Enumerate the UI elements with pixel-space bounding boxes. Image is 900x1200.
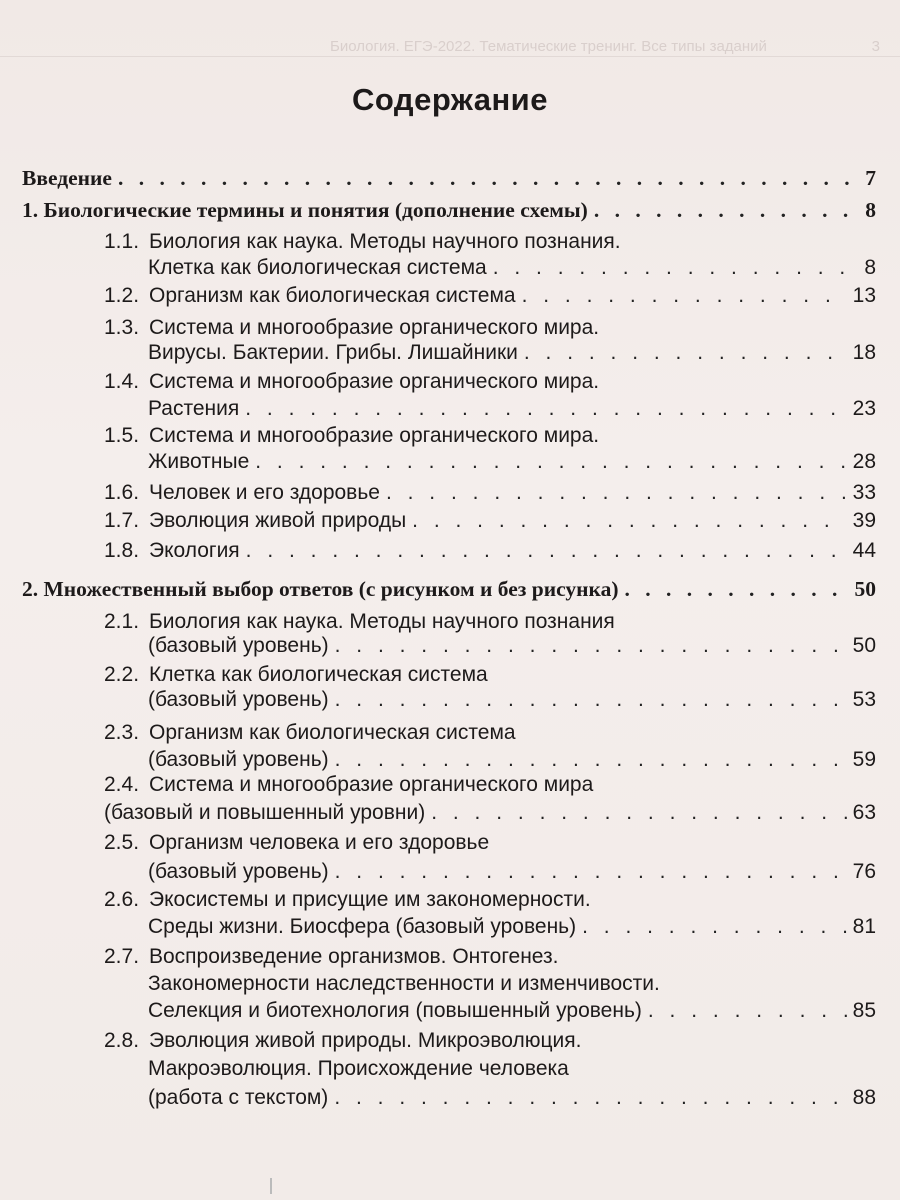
toc-entry-title: (работа с текстом)	[148, 1086, 329, 1109]
toc-entry-line	[148, 972, 876, 996]
toc-entry-title: (базовый уровень)	[148, 634, 329, 657]
toc-entry	[104, 801, 876, 825]
toc-entry-line	[104, 888, 876, 912]
toc-entry	[148, 397, 876, 421]
toc-entry-number: 1.2.	[104, 284, 140, 307]
toc-entry-page: 81	[852, 915, 876, 938]
toc-entry-number: 2.4.	[104, 773, 140, 796]
toc-entry-number: 1.5.	[104, 424, 140, 447]
dot-leader	[245, 397, 846, 421]
toc-entry-page: 18	[852, 341, 876, 364]
toc-entry-page: 88	[852, 1086, 876, 1109]
dot-leader	[118, 166, 852, 191]
dot-leader	[522, 284, 847, 308]
toc-entry	[148, 860, 876, 884]
toc-entry-title: Организм как биологическая система	[149, 284, 516, 307]
toc-entry-title: Закономерности наследственности и изменчивости.	[148, 972, 660, 995]
toc-entry-number: 1.8.	[104, 539, 140, 562]
dot-leader	[335, 860, 847, 884]
toc-entry-title: Экосистемы и присущие им закономерности.	[149, 888, 591, 911]
toc-entry	[148, 688, 876, 712]
toc-entry	[148, 915, 876, 939]
toc-entry	[104, 509, 876, 533]
dot-leader	[493, 256, 852, 280]
toc-entry-number: 2.5.	[104, 831, 140, 854]
toc-entry-title: Клетка как биологическая система	[149, 663, 488, 686]
dot-leader	[624, 577, 848, 602]
toc-entry-number: 1.4.	[104, 370, 140, 393]
dot-leader	[412, 509, 846, 533]
toc-entry	[148, 256, 876, 280]
toc-entry-page: 8	[865, 198, 876, 222]
toc-entry-line	[104, 721, 876, 745]
toc-entry	[148, 634, 876, 658]
toc-entry-page: 33	[852, 481, 876, 504]
toc-entry-line	[104, 316, 876, 340]
toc-entry-title: Эволюция живой природы. Микроэволюция.	[149, 1029, 582, 1052]
toc-entry-line	[104, 1029, 876, 1053]
dot-leader	[334, 1086, 846, 1110]
toc-entry-title: Клетка как биологическая система	[148, 256, 487, 279]
toc-entry	[104, 481, 876, 505]
toc-entry-title: Биология как наука. Методы научного познания.	[149, 230, 621, 253]
toc-entry	[148, 748, 876, 772]
dot-leader	[582, 915, 847, 939]
toc-entry-title: Организм как биологическая система	[149, 721, 516, 744]
dot-leader	[335, 634, 847, 658]
dot-leader	[386, 481, 847, 505]
toc-entry-number: 2.8.	[104, 1029, 140, 1052]
toc-entry-title: Введение	[22, 166, 112, 190]
toc-entry-line	[104, 230, 876, 254]
toc-entry-title: Вирусы. Бактерии. Грибы. Лишайники	[148, 341, 518, 364]
toc-entry-title: Система и многообразие органического мира.	[149, 370, 600, 393]
toc-entry-number: 2.6.	[104, 888, 140, 911]
toc-entry-line	[104, 945, 876, 969]
toc-entry-title: Система и многообразие органического мира.	[149, 316, 600, 339]
toc-entry-line	[104, 370, 876, 394]
toc-entry-page: 7	[865, 166, 876, 190]
toc-entry	[148, 999, 876, 1023]
toc-entry-page: 50	[854, 577, 876, 601]
toc-entry-page: 53	[852, 688, 876, 711]
toc-entry	[104, 539, 876, 563]
toc-entry-title: Эволюция живой природы	[149, 509, 407, 532]
toc-entry-title: Селекция и биотехнология (повышенный уровень)	[148, 999, 642, 1022]
toc-entry-page: 63	[852, 801, 876, 824]
toc-entry-title: Организм человека и его здоровье	[149, 831, 490, 854]
toc-entry-title: 2. Множественный выбор ответов (с рисунком и без рисунка)	[22, 577, 619, 601]
dot-leader	[431, 801, 846, 825]
toc-entry-page: 76	[852, 860, 876, 883]
dot-leader	[594, 198, 852, 223]
toc-entry-page: 44	[852, 539, 876, 562]
toc-entry-title: Животные	[148, 450, 250, 473]
toc-entry-title: (базовый уровень)	[148, 748, 329, 771]
dot-leader	[335, 748, 847, 772]
toc-entry-number: 2.1.	[104, 610, 140, 633]
page-mark	[270, 1178, 272, 1194]
running-header-page: 3	[871, 38, 880, 55]
toc-entry	[104, 284, 876, 308]
toc-entry	[148, 450, 876, 474]
page-title: Содержание	[352, 82, 548, 117]
toc-entry-line	[104, 424, 876, 448]
running-header-text: Биология. ЕГЭ-2022. Тематические тренинг. Все типы заданий	[330, 38, 767, 55]
toc-entry	[22, 577, 876, 602]
toc-entry-title: 1. Биологические термины и понятия (дополнение схемы)	[22, 198, 588, 222]
dot-leader	[246, 539, 847, 563]
toc-entry	[22, 166, 876, 191]
toc-entry-title: Система и многообразие органического мира	[149, 773, 594, 796]
toc-entry-number: 2.3.	[104, 721, 140, 744]
toc-entry-number: 2.7.	[104, 945, 140, 968]
toc-entry-page: 23	[852, 397, 876, 420]
toc-entry-line	[148, 1057, 876, 1081]
toc-entry	[148, 341, 876, 365]
toc-entry-number: 1.6.	[104, 481, 140, 504]
toc-entry-line	[104, 610, 876, 634]
toc-entry-title: Воспроизведение организмов. Онтогенез.	[149, 945, 559, 968]
dot-leader	[255, 450, 846, 474]
toc-entry-title: (базовый уровень)	[148, 688, 329, 711]
running-header	[0, 38, 900, 57]
toc-entry-title: Система и многообразие органического мира.	[149, 424, 600, 447]
dot-leader	[335, 688, 847, 712]
toc-entry-number: 2.2.	[104, 663, 140, 686]
toc-entry-line	[104, 663, 876, 687]
toc-entry-page: 28	[852, 450, 876, 473]
toc-entry-page: 85	[852, 999, 876, 1022]
toc-entry-title: (базовый и повышенный уровни)	[104, 801, 426, 824]
toc-entry-title: Экология	[149, 539, 240, 562]
toc-entry-number: 1.7.	[104, 509, 140, 532]
toc-entry-number: 1.1.	[104, 230, 140, 253]
toc-entry	[148, 1086, 876, 1110]
toc-entry-title: Макроэволюция. Происхождение человека	[148, 1057, 569, 1080]
toc-entry-page: 50	[852, 634, 876, 657]
toc-entry-page: 59	[852, 748, 876, 771]
toc-entry-page: 39	[852, 509, 876, 532]
toc-entry-page: 8	[864, 256, 876, 279]
dot-leader	[524, 341, 847, 365]
toc-entry-title: Биология как наука. Методы научного познания	[149, 610, 615, 633]
toc-entry-title: Среды жизни. Биосфера (базовый уровень)	[148, 915, 577, 938]
dot-leader	[648, 999, 847, 1023]
toc-entry-title: Растения	[148, 397, 240, 420]
toc-entry-number: 1.3.	[104, 316, 140, 339]
toc-entry	[22, 198, 876, 223]
toc-entry-title: Человек и его здоровье	[149, 481, 380, 504]
toc-entry-page: 13	[852, 284, 876, 307]
toc-entry-line	[104, 773, 876, 797]
toc-entry-title: (базовый уровень)	[148, 860, 329, 883]
toc-entry-line	[104, 831, 876, 855]
